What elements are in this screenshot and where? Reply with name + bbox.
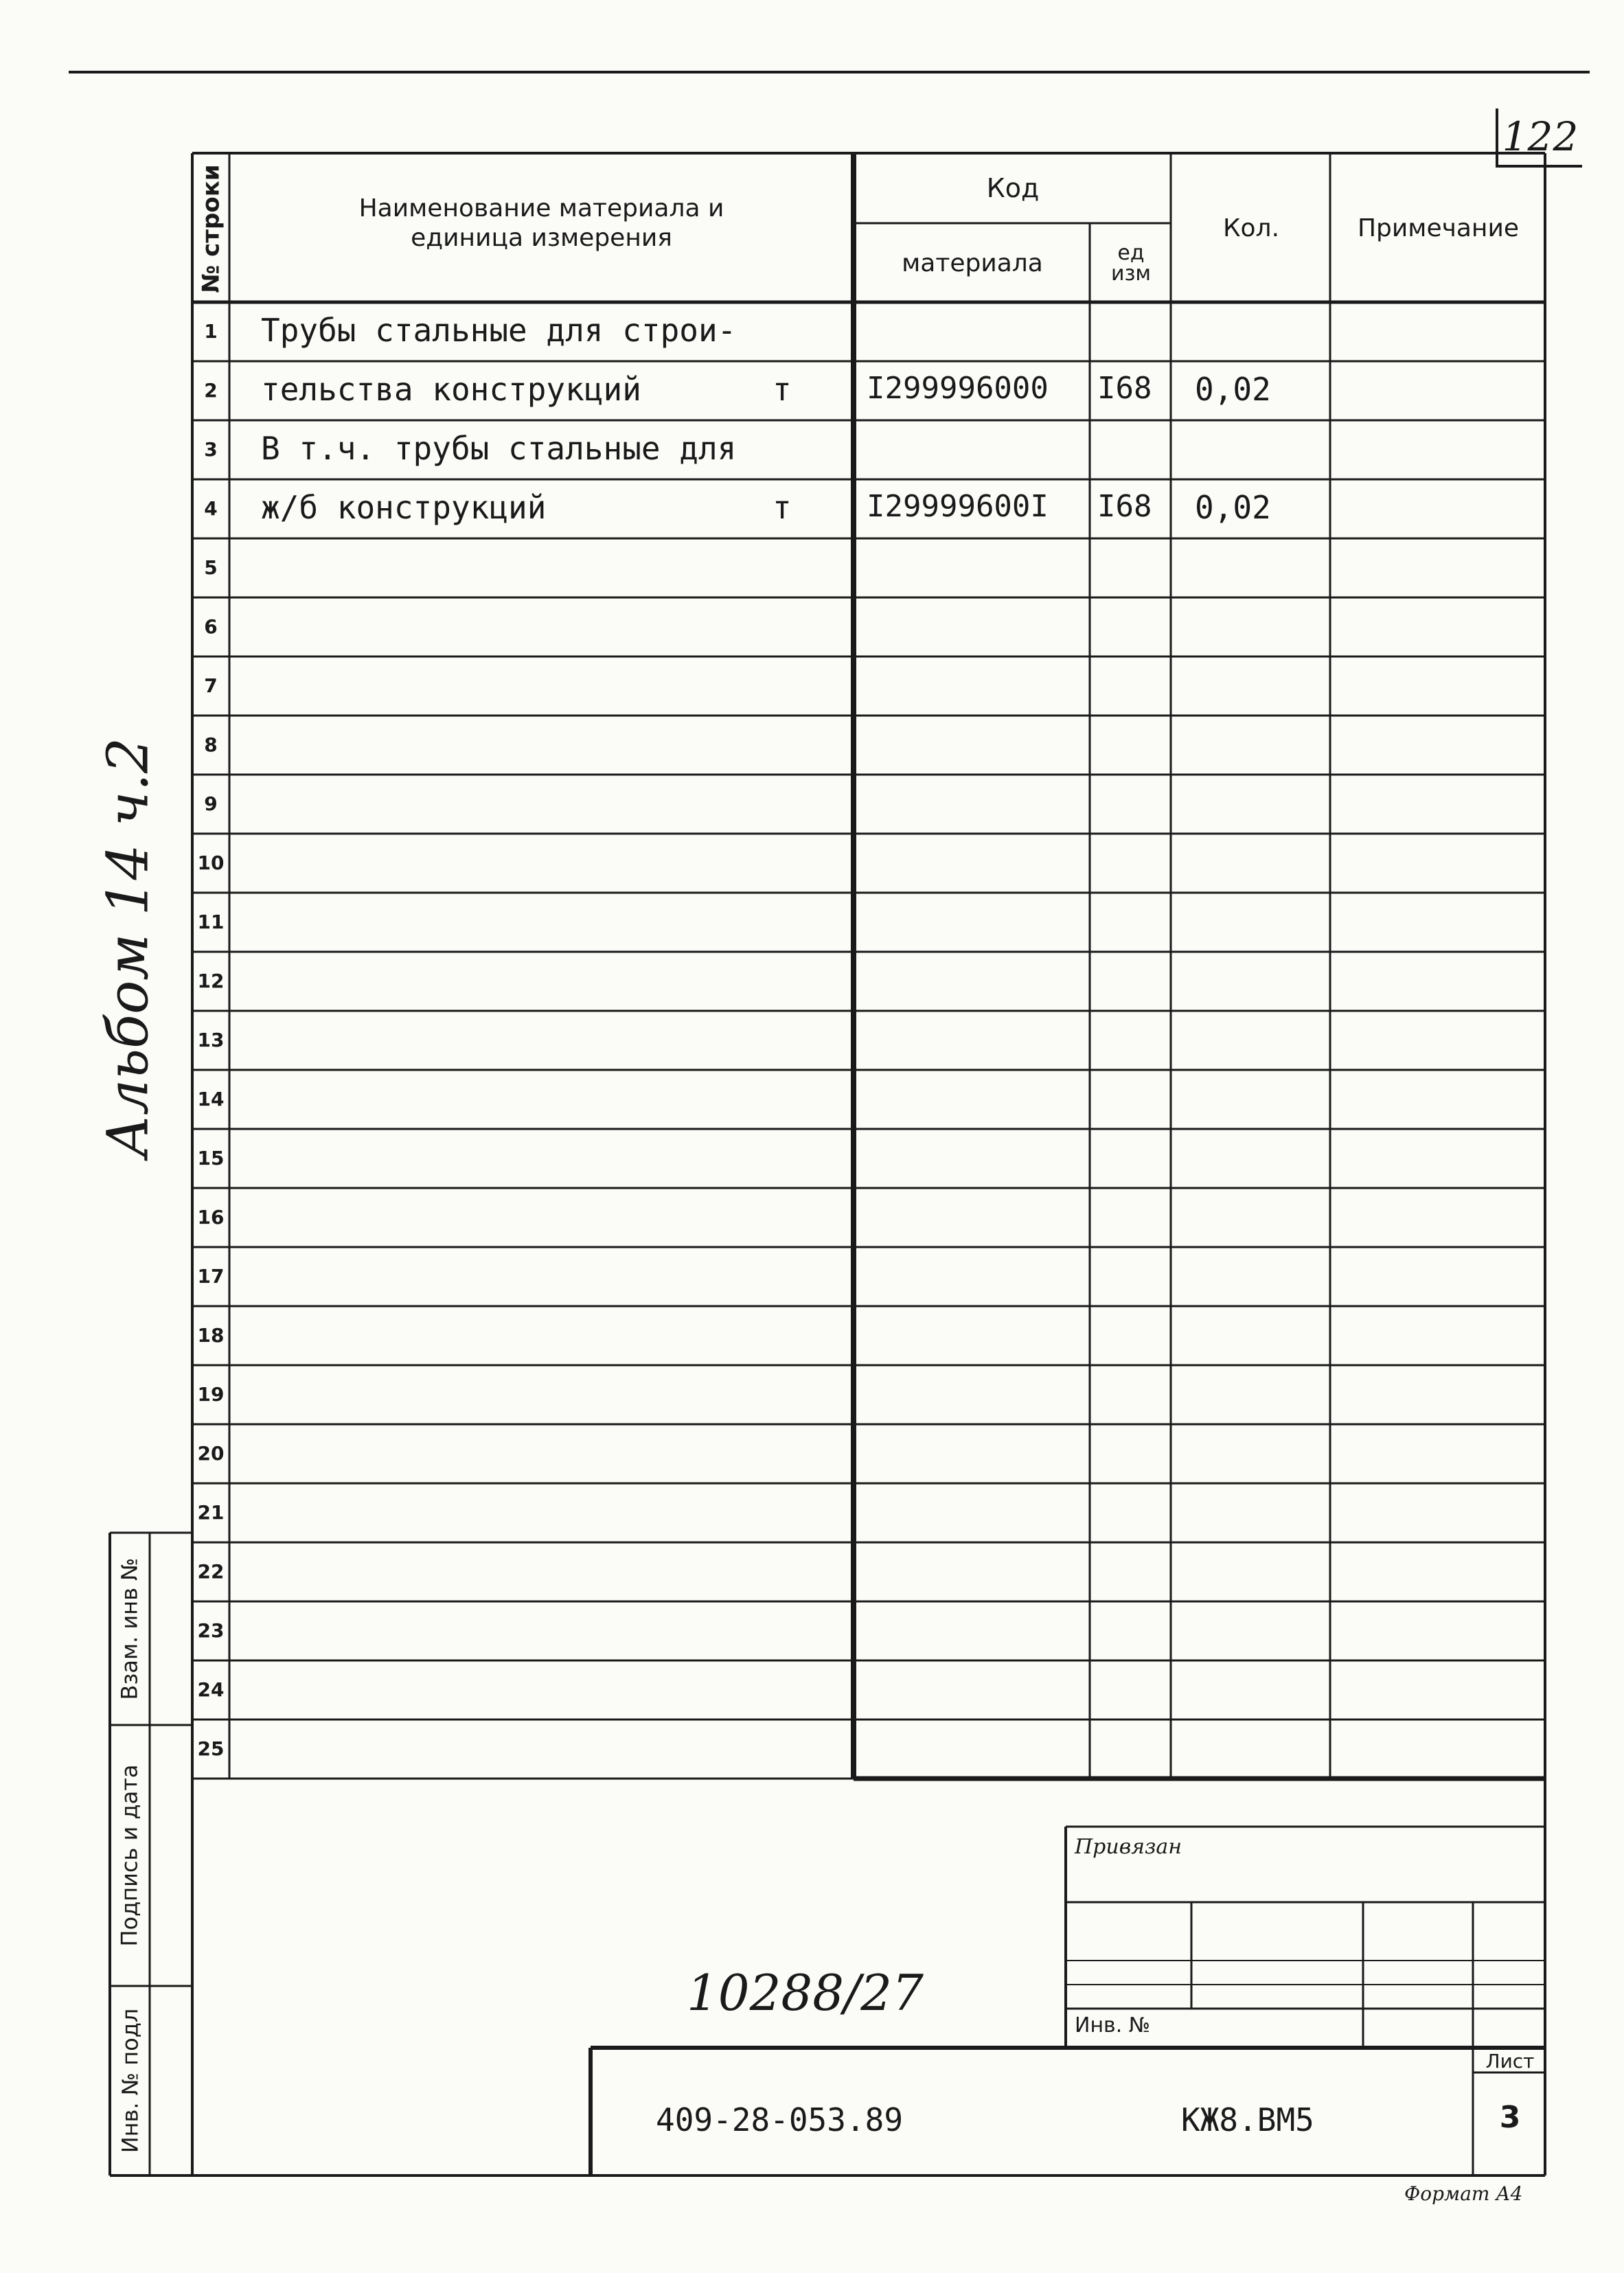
document-code: 409-28-053.89 — [656, 2101, 904, 2138]
material-name-cell: В т.ч. трубы стальные для — [261, 430, 737, 467]
row-number: 8 — [204, 733, 218, 756]
row-number: 10 — [197, 852, 225, 874]
header-note: Примечание — [1357, 214, 1520, 242]
row-number: 3 — [204, 438, 218, 461]
margin-vzam: Взам. инв № — [117, 1557, 143, 1700]
material-name-cell: тельства конструкций — [261, 371, 641, 408]
row-number: 18 — [197, 1324, 225, 1347]
header-code-material: материала — [902, 249, 1043, 277]
margin-inv-podl: Инв. № подл — [117, 2008, 143, 2154]
inv-no-label: Инв. № — [1075, 2013, 1151, 2037]
header-quantity: Кол. — [1222, 214, 1280, 242]
row-number: 19 — [197, 1383, 225, 1406]
album-annotation: Альбом 14 ч.2 — [95, 737, 161, 1158]
privyazan-label: Привязан — [1075, 1835, 1182, 1859]
sheet-number: 3 — [1499, 2100, 1521, 2135]
sheet-label: Лист — [1485, 2050, 1535, 2072]
material-name-cell: ж/б конструкций — [261, 489, 547, 526]
quantity-cell: 0,02 — [1195, 489, 1271, 526]
header-row-number: № строки — [198, 163, 226, 293]
unit-code-cell: I68 — [1097, 489, 1152, 524]
row-number: 12 — [197, 970, 225, 992]
unit-code-cell: I68 — [1097, 371, 1152, 406]
format-label: Формат А4 — [1404, 2182, 1523, 2205]
row-number: 11 — [197, 911, 225, 933]
document-mark: КЖ8.ВМ5 — [1181, 2101, 1314, 2138]
handwritten-number: 10288/27 — [687, 1964, 924, 2022]
row-number: 15 — [197, 1147, 225, 1169]
header-code-unit: ед изм — [1110, 240, 1152, 286]
header-material-name: Наименование материала и единица измерения — [358, 194, 724, 252]
unit-cell: т — [773, 489, 792, 526]
row-number: 17 — [197, 1265, 225, 1288]
row-number: 24 — [197, 1678, 225, 1701]
margin-podpis: Подпись и дата — [117, 1764, 143, 1947]
row-number: 16 — [197, 1206, 225, 1229]
material-name-cell: Трубы стальные для строи- — [261, 312, 737, 349]
row-number: 4 — [204, 497, 218, 520]
row-number: 13 — [197, 1029, 225, 1051]
row-number: 2 — [204, 379, 218, 402]
row-number: 22 — [197, 1560, 225, 1583]
unit-cell: т — [773, 371, 792, 408]
row-number: 21 — [197, 1501, 225, 1524]
row-number: 25 — [197, 1737, 225, 1760]
row-number: 14 — [197, 1088, 225, 1110]
row-number: 7 — [204, 674, 218, 697]
row-number: 5 — [204, 556, 218, 579]
row-number: 6 — [204, 615, 218, 638]
row-number: 9 — [204, 792, 218, 815]
row-number: 23 — [197, 1619, 225, 1642]
material-code-cell: I299996000 — [867, 371, 1049, 406]
row-number: 1 — [204, 320, 218, 343]
page-number: 122 — [1496, 108, 1582, 168]
quantity-cell: 0,02 — [1195, 371, 1271, 408]
header-code: Код — [986, 173, 1040, 204]
material-code-cell: I29999600I — [867, 489, 1049, 524]
row-number: 20 — [197, 1442, 225, 1465]
